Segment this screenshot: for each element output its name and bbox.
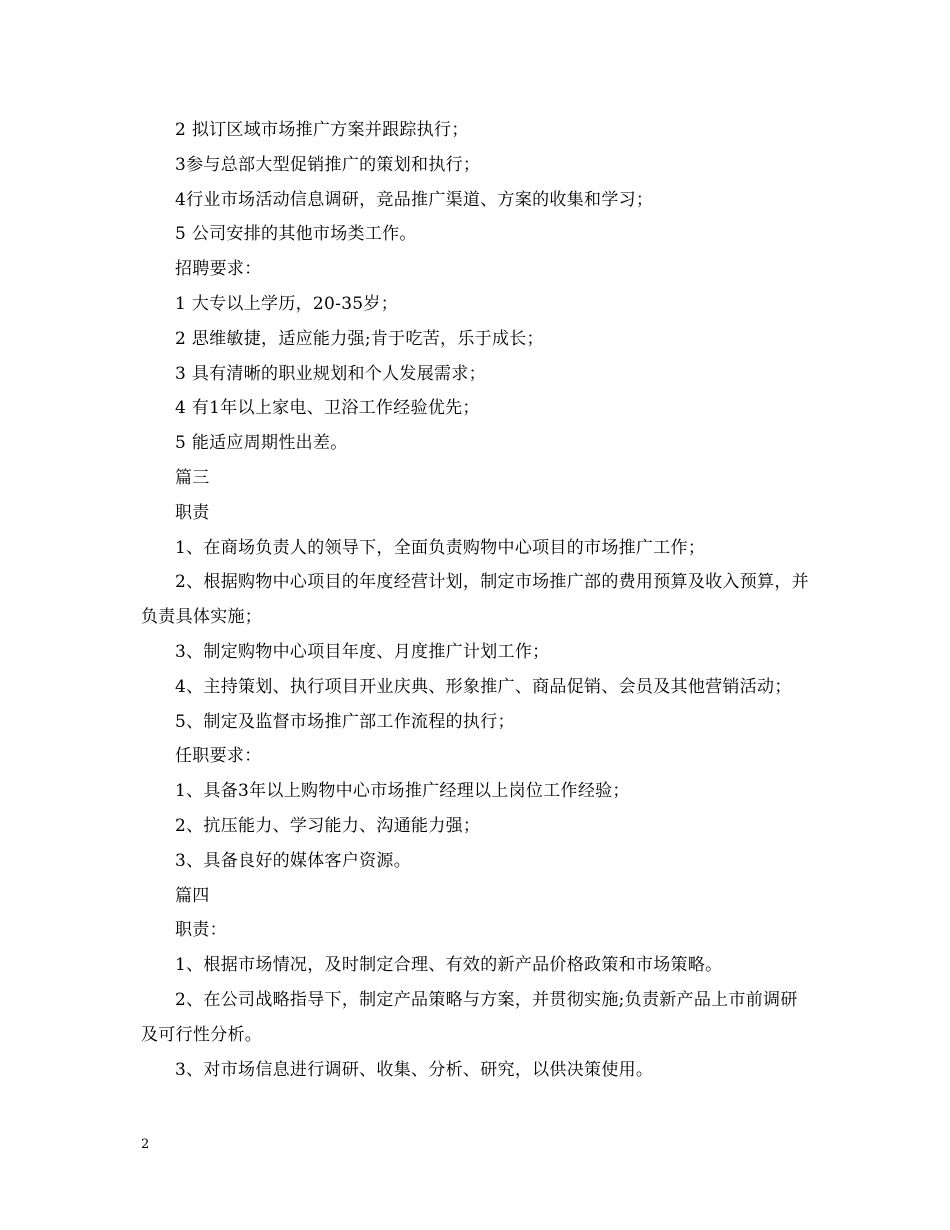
- section-label: 职责: [175, 502, 210, 523]
- paragraph: 4 有1年以上家电、卫浴工作经验优先；: [175, 398, 480, 419]
- paragraph: 4、主持策划、执行项目开业庆典、形象推广、商品促销、会员及其他营销活动；: [175, 676, 792, 697]
- section-label: 任职要求：: [175, 746, 262, 767]
- paragraph: 2、根据购物中心项目的年度经营计划，制定市场推广部的费用预算及收入预算，并负责具体实施；: [141, 572, 809, 628]
- paragraph: 3、对市场信息进行调研、收集、分析、研究，以供决策使用。: [175, 1059, 654, 1080]
- paragraph: 5 公司安排的其他市场类工作。: [175, 224, 417, 245]
- paragraph: 2、抗压能力、学习能力、沟通能力强；: [175, 815, 481, 836]
- paragraph: 1、根据市场情况，及时制定合理、有效的新产品价格政策和市场策略。: [175, 955, 723, 976]
- section-heading: 篇三: [175, 467, 210, 488]
- paragraph: 5 能适应周期性出差。: [175, 433, 348, 454]
- section-label: 招聘要求：: [175, 259, 262, 280]
- paragraph: 5、制定及监督市场推广部工作流程的执行；: [175, 711, 515, 732]
- paragraph: 2 思维敏捷，适应能力强;肯于吃苦，乐于成长；: [175, 328, 544, 349]
- paragraph: 1 大专以上学历，20-35岁；: [175, 293, 399, 314]
- paragraph: 3参与总部大型促销推广的策划和执行；: [175, 154, 481, 175]
- paragraph: 3、制定购物中心项目年度、月度推广计划工作；: [175, 641, 550, 662]
- paragraph: 1、具备3年以上购物中心市场推广经理以上岗位工作经验；: [175, 781, 630, 802]
- paragraph: 4行业市场活动信息调研，竞品推广渠道、方案的收集和学习；: [175, 189, 654, 210]
- paragraph: 3、具备良好的媒体客户资源。: [175, 850, 412, 871]
- paragraph: 1、在商场负责人的领导下，全面负责购物中心项目的市场推广工作；: [175, 537, 706, 558]
- document-body: [141, 113, 813, 1087]
- section-label: 职责：: [175, 920, 227, 941]
- section-heading: 篇四: [175, 885, 210, 906]
- page-number: 2: [141, 1137, 150, 1152]
- paragraph: 2 拟订区域市场推广方案并跟踪执行；: [175, 120, 469, 140]
- paragraph: 3 具有清晰的职业规划和个人发展需求；: [175, 363, 486, 384]
- paragraph: 2、在公司战略指导下，制定产品策略与方案，并贯彻实施;负责新产品上市前调研及可行性分析。: [141, 989, 798, 1045]
